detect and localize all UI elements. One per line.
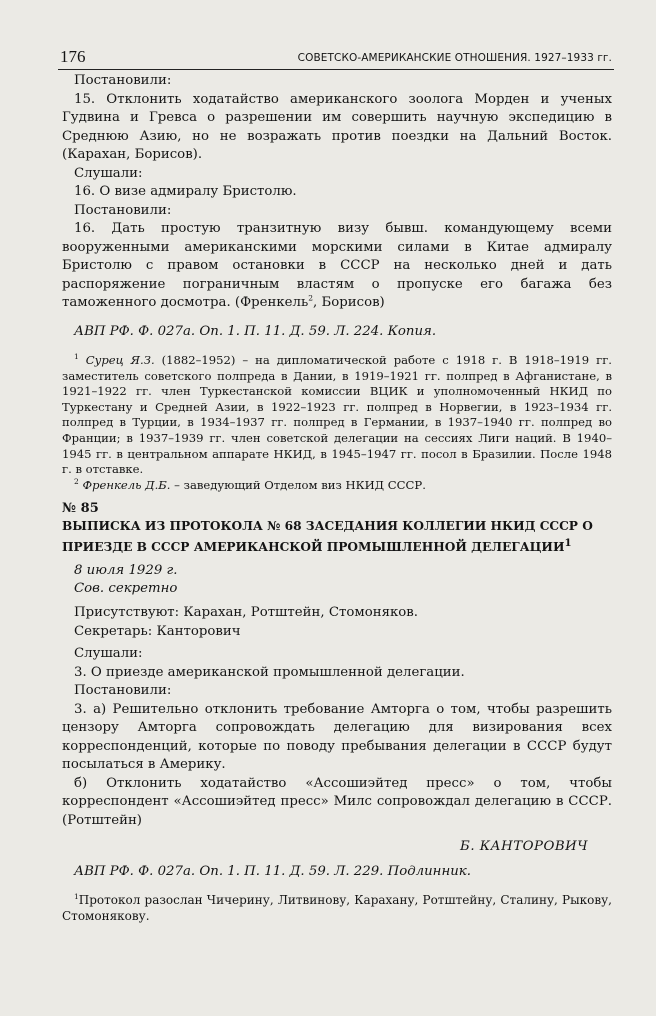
postanovili-label-2: Постановили:	[74, 202, 172, 218]
footnote-1-text: (1882–1952) – на дипломатической работе с 1918 г. В 1918–1919 гг. заместитель советского полпреда в Дании, в 1919–1921 гг. полпред в Афганистане, в 1921–1922 гг. член Туркестанской комиссии ВЦИК и уполномоченный НКИД по Туркестану и Средней Азии, в 1922–1923 гг. полпред в Норвегии, в 1923–1934 гг. полпред в Турции, в 1934–1937 гг. полпред в Германии, в 1937–1940 гг. полпред во Франции; в 1937–1939 гг. член советской делегации на сессиях Лиги наций. В 1940–1945 гг. в центральном аппарате НКИД, в 1945–1947 гг. посол в Бразилии. После 1948 г. в отставке.	[62, 353, 612, 477]
footnote-1-name: Сурец Я.З.	[85, 353, 155, 367]
document-title	[62, 518, 612, 556]
page-number: 176	[60, 47, 86, 66]
postanovili-label: Постановили:	[74, 73, 172, 88]
item-16-text: 16. Дать простую транзитную визу бывш. командующему всеми вооруженными американскими морскими силами в Китае адмиралу Бристолю с правом остановки в СССР на несколько дней и дать распоряжение пограничным властям о пропуске его багажа без таможенного досмотра. (Френкель	[62, 221, 612, 310]
document-title-text: ВЫПИСКА ИЗ ПРОТОКОЛА № 68 ЗАСЕДАНИЯ КОЛЛЕГИИ НКИД СССР О ПРИЕЗДЕ В СССР АМЕРИКАНСКОЙ ПРОМЫШЛЕННОЙ ДЕЛЕГАЦИИ	[62, 519, 593, 555]
footnote-ref-2: 2	[308, 293, 314, 303]
classification: Сов. секретно	[74, 581, 178, 597]
item-16-decision	[62, 220, 612, 313]
footnote-2	[62, 478, 612, 494]
slushali-label: Слушали:	[74, 165, 143, 181]
present-list: Присутствуют: Карахан, Ротштейн, Стомоняков.	[74, 605, 418, 621]
footnote-2-name: Френкель Д.Б.	[82, 477, 171, 492]
item-3b-decision: б) Отклонить ходатайство «Ассошиэйтед пресс» о том, чтобы корреспондент «Ассошиэйтед пресс» Милс сопровождал делегацию в СССР. (Ротштейн)	[62, 775, 612, 828]
document-number: № 85	[62, 501, 99, 517]
secretary: Секретарь: Канторович	[74, 623, 241, 639]
footnote-3	[62, 893, 612, 924]
footnote-3-text: Протокол разослан Чичерину, Литвинову, Карахану, Ротштейну, Сталину, Рыкову, Стомонякову.	[62, 893, 612, 923]
footnote-1-number: 1	[74, 352, 79, 362]
footnote-3-number: 1	[74, 892, 79, 902]
archive-source-1: АВП РФ. Ф. 027а. Оп. 1. П. 11. Д. 59. Л. 224. Копия.	[74, 323, 437, 339]
running-title: СОВЕТСКО-АМЕРИКАНСКИЕ ОТНОШЕНИЯ. 1927–1933 гг.	[297, 52, 612, 64]
page-header	[58, 47, 614, 70]
archive-source-2: АВП РФ. Ф. 027а. Оп. 1. П. 11. Д. 59. Л. 229. Подлинник.	[74, 863, 471, 879]
item-3-heard: 3. О приезде американской промышленной делегации.	[74, 664, 465, 680]
item-3a-decision: 3. а) Решительно отклонить требование Амторга о том, чтобы разрешить цензору Амторга сопровождать делегацию для визирования всех корреспонденций, которые по поводу пребывания делегации в СССР будут посылаться в Америку.	[62, 701, 612, 773]
document-date: 8 июля 1929 г.	[74, 563, 178, 579]
footnote-1	[62, 353, 612, 478]
item-16-heard: 16. О визе адмиралу Бристолю.	[74, 184, 297, 199]
item-15-decision: 15. Отклонить ходатайство американского зоолога Морден и ученых Гудвина и Гревса о разрешении им совершить научную экспедицию в Среднюю Азию, но не возражать против поездки на Дальний Восток. (Карахан, Борисов).	[62, 91, 612, 162]
signature: Б. КАНТОРОВИЧ	[460, 839, 588, 855]
footnote-2-text: – заведующий Отделом виз НКИД СССР.	[170, 477, 426, 492]
footnote-2-number: 2	[74, 476, 79, 486]
title-footnote-ref: 1	[564, 537, 572, 550]
postanovili-label-3: Постановили:	[74, 683, 172, 699]
slushali-label-3: Слушали:	[74, 646, 143, 662]
item-16-tail: , Борисов)	[313, 295, 385, 310]
page-content	[62, 72, 612, 925]
